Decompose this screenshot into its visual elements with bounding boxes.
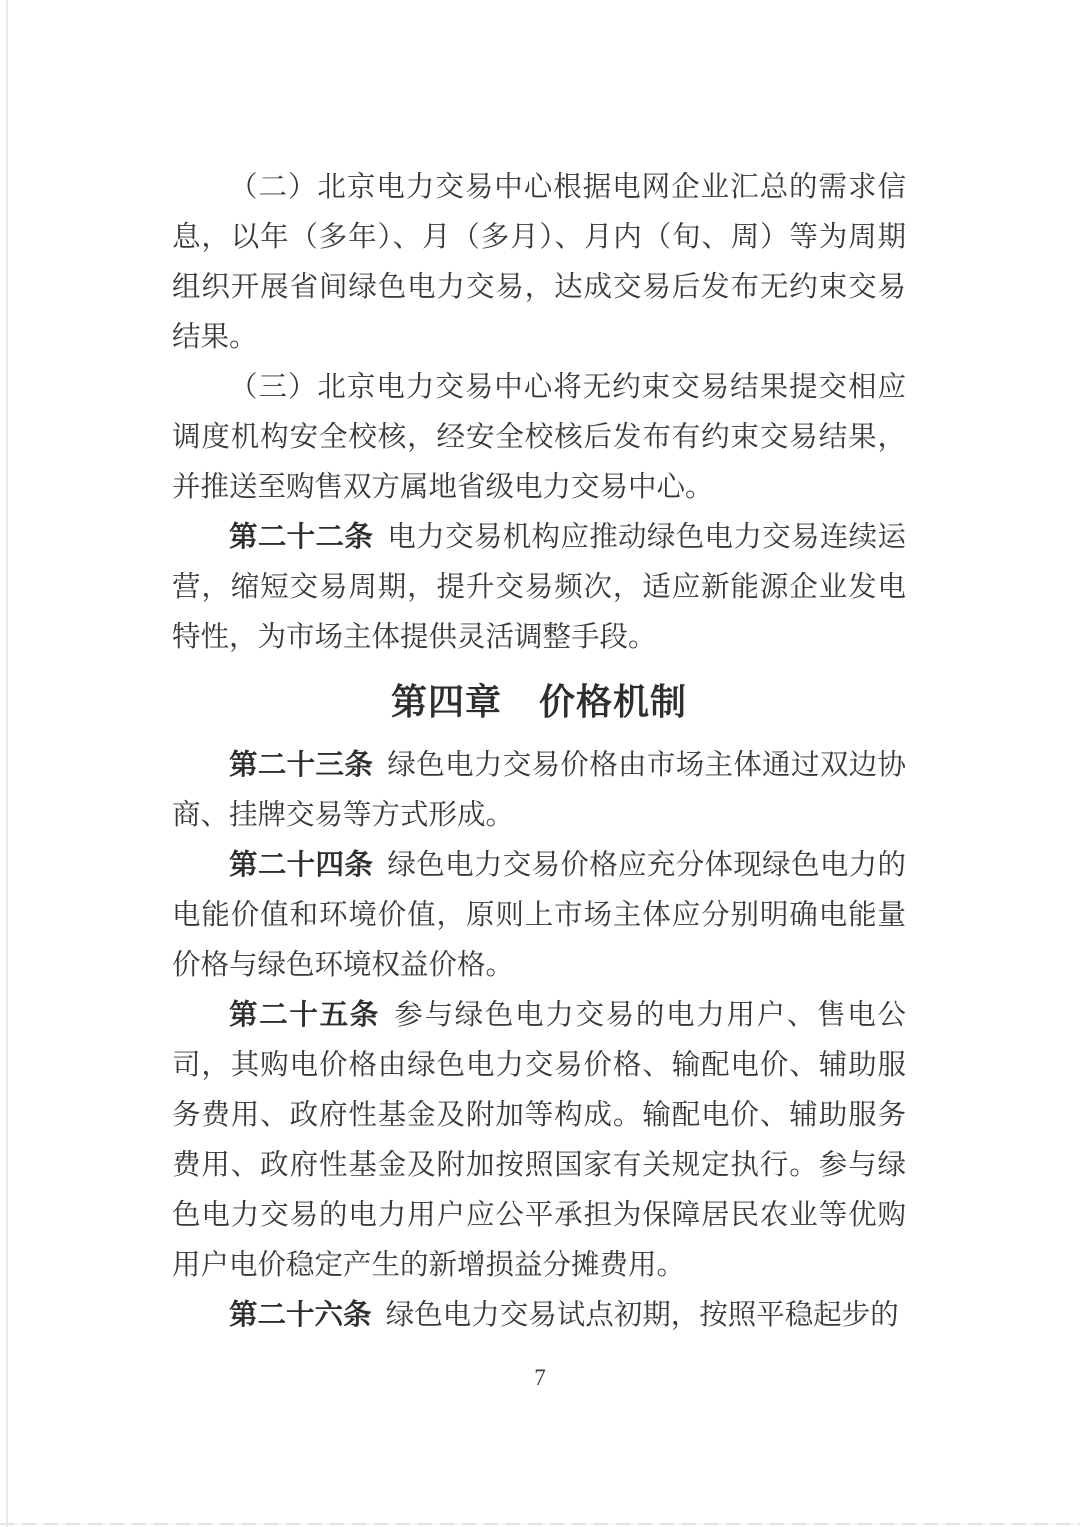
paragraph-article-24 bbox=[172, 841, 906, 991]
document-body bbox=[172, 163, 906, 1341]
paragraph-text: 参与绿色电力交易的电力用户、售电公司，其购电价格由绿色电力交易价格、输配电价、辅助服务费用、政府性基金及附加等构成。输配电价、辅助服务费用、政府性基金及附加按照国家有关规定执行。参与绿色电力交易的电力用户应公平承担为保障居民农业等优购用户电价稳定产生的新增损益分摊费用。 bbox=[172, 1000, 906, 1281]
paragraph-text: 绿色电力交易试点初期，按照平稳起步的 bbox=[385, 1300, 899, 1331]
paragraph-article-23 bbox=[172, 741, 906, 841]
paragraph-text: 电力交易机构应推动绿色电力交易连续运营，缩短交易周期，提升交易频次，适应新能源企业发电特性，为市场主体提供灵活调整手段。 bbox=[172, 522, 906, 653]
paragraph-article-22 bbox=[172, 513, 906, 663]
paragraph-article-26 bbox=[172, 1291, 906, 1341]
page-number: 7 bbox=[534, 1365, 546, 1390]
article-number-label: 第二十四条 bbox=[229, 850, 374, 881]
article-number-label: 第二十三条 bbox=[229, 750, 374, 781]
article-number-label: 第二十二条 bbox=[229, 522, 374, 553]
paragraph-text: （三）北京电力交易中心将无约束交易结果提交相应调度机构安全校核，经安全校核后发布有约束交易结果，并推送至购售双方属地省级电力交易中心。 bbox=[172, 372, 906, 503]
chapter-heading: 第四章 价格机制 bbox=[390, 682, 687, 722]
paragraph-text: 绿色电力交易价格由市场主体通过双边协商、挂牌交易等方式形成。 bbox=[172, 750, 906, 831]
article-number-label: 第二十五条 bbox=[229, 1000, 381, 1031]
scan-edge-artifact-bottom bbox=[0, 1523, 1080, 1525]
paragraph-item-3 bbox=[172, 363, 906, 513]
paragraph-text: 绿色电力交易价格应充分体现绿色电力的电能价值和环境价值，原则上市场主体应分别明确电能量价格与绿色环境权益价格。 bbox=[172, 850, 906, 981]
article-number-label: 第二十六条 bbox=[229, 1300, 372, 1331]
paragraph-article-25 bbox=[172, 991, 906, 1291]
paragraph-text: （二）北京电力交易中心根据电网企业汇总的需求信息，以年（多年）、月（多月）、月内（旬、周）等为周期组织开展省间绿色电力交易，达成交易后发布无约束交易结果。 bbox=[172, 172, 906, 353]
paragraph-item-2 bbox=[172, 163, 906, 363]
scan-edge-artifact-left bbox=[6, 0, 8, 1527]
